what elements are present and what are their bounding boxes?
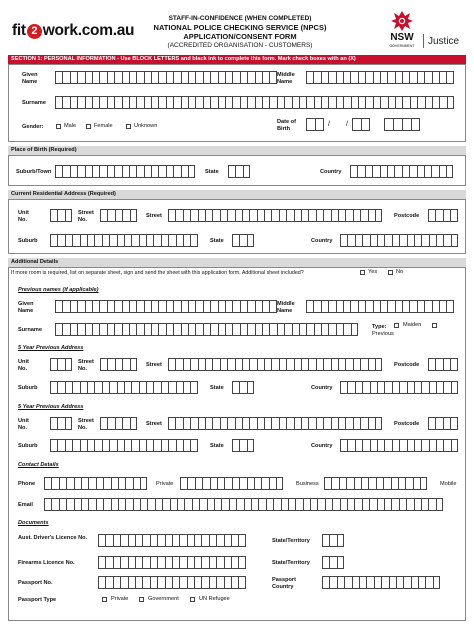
dob-separator-2: / — [346, 121, 348, 128]
prev-surname-boxes[interactable] — [55, 323, 358, 336]
gender-unknown-label: Unknown — [134, 123, 158, 129]
suburb-boxes[interactable] — [50, 234, 198, 247]
dob-separator-1: / — [328, 121, 330, 128]
drivers-licence-boxes[interactable] — [98, 534, 246, 547]
previous-names-heading: Previous names (if applicable) — [18, 287, 99, 293]
waratah-icon — [390, 10, 414, 32]
dob-day-boxes[interactable] — [306, 118, 324, 131]
passport-no-label: Passport No. — [18, 580, 53, 586]
prev-middle-name-boxes[interactable] — [306, 300, 454, 313]
unit-no-label: Unit No. — [18, 210, 29, 223]
confidentiality-line: STAFF-IN-CONFIDENCE (WHEN COMPLETED) — [168, 15, 312, 22]
contact-details-heading: Contact Details — [18, 462, 59, 468]
state-boxes[interactable] — [232, 234, 254, 247]
birth-suburb-label: Suburb/Town — [16, 169, 52, 175]
prev1-street-no-label: Street No. — [78, 359, 94, 372]
name-type-previous-checkbox[interactable] — [432, 323, 437, 328]
npcs-title: NATIONAL POLICE CHECKING SERVICE (NPCS) — [153, 23, 327, 32]
prev-given-name-label: Given Name — [18, 301, 34, 314]
prev1-suburb-boxes[interactable] — [50, 381, 198, 394]
street-no-boxes[interactable] — [100, 209, 137, 222]
form-title — [150, 14, 330, 50]
prev1-state-label: State — [210, 385, 224, 391]
street-no-label: Street No. — [78, 210, 94, 223]
prev2-street-no-boxes[interactable] — [100, 417, 137, 430]
prev-middle-name-label: Middle Name — [277, 301, 295, 314]
passport-type-government-checkbox[interactable] — [139, 597, 144, 602]
given-name-label: Given Name — [22, 72, 38, 85]
postcode-label: Postcode — [394, 213, 420, 219]
suburb-label: Suburb — [18, 238, 38, 244]
prev-given-name-boxes[interactable] — [55, 300, 277, 313]
passport-type-un-checkbox[interactable] — [190, 597, 195, 602]
prev1-street-no-boxes[interactable] — [100, 358, 137, 371]
passport-type-label: Passport Type — [18, 597, 57, 603]
passport-type-private-label: Private — [111, 596, 129, 602]
name-type-maiden-checkbox[interactable] — [394, 323, 399, 328]
dob-year-boxes[interactable] — [384, 118, 420, 131]
logo-prefix: fit — [12, 22, 26, 39]
name-type-previous-label: Previous — [372, 331, 394, 337]
phone-mobile-boxes[interactable] — [324, 477, 427, 490]
form-header — [0, 0, 474, 54]
prev1-unit-no-boxes[interactable] — [50, 358, 72, 371]
firearms-licence-label: Firearms Licence No. — [18, 560, 75, 566]
passport-no-boxes[interactable] — [98, 576, 246, 589]
birth-country-boxes[interactable] — [350, 165, 453, 178]
passport-type-private-checkbox[interactable] — [102, 597, 107, 602]
street-label: Street — [146, 213, 162, 219]
email-label: Email — [18, 502, 33, 508]
dob-month-boxes[interactable] — [352, 118, 370, 131]
birth-state-boxes[interactable] — [228, 165, 250, 178]
gender-male-label: Male — [64, 123, 77, 129]
additional-details-header: Additional Details — [8, 258, 466, 267]
prev1-country-label: Country — [311, 385, 333, 391]
phone-business-label: Business — [296, 481, 319, 487]
prev2-state-label: State — [210, 443, 224, 449]
surname-label: Surname — [22, 100, 46, 106]
prev1-postcode-boxes[interactable] — [428, 358, 458, 371]
prev2-street-boxes[interactable] — [168, 417, 382, 430]
logo-divider — [423, 34, 424, 48]
prev2-country-label: Country — [311, 443, 333, 449]
prev1-unit-no-label: Unit No. — [18, 359, 29, 372]
passport-country-boxes[interactable] — [322, 576, 440, 589]
prev2-country-boxes[interactable] — [340, 439, 458, 452]
phone-mobile-label: Mobile — [440, 481, 457, 487]
gender-female-label: Female — [94, 123, 113, 129]
firearms-state-boxes[interactable] — [322, 556, 344, 569]
gender-female-checkbox[interactable] — [86, 124, 91, 129]
licence-state-label: State/Territory — [272, 538, 310, 544]
phone-private-label: Private — [156, 481, 174, 487]
given-name-boxes[interactable] — [55, 71, 277, 84]
surname-boxes[interactable] — [55, 96, 454, 109]
drivers-licence-label: Aust. Driver's Licence No. — [18, 535, 88, 541]
nsw-wordmark: NSW — [390, 32, 414, 43]
passport-type-un-label: UN Refugee — [199, 596, 230, 602]
consent-title: APPLICATION/CONSENT FORM — [183, 32, 297, 41]
prev2-suburb-label: Suburb — [18, 443, 38, 449]
phone-business-boxes[interactable] — [180, 477, 283, 490]
prev1-postcode-label: Postcode — [394, 362, 420, 368]
prev2-suburb-boxes[interactable] — [50, 439, 198, 452]
previous-address-2-heading: 5 Year Previous Address — [18, 404, 84, 410]
documents-heading: Documents — [18, 520, 49, 526]
name-type-maiden-label: Maiden — [403, 322, 422, 328]
email-boxes[interactable] — [44, 498, 443, 511]
prev2-unit-no-label: Unit No. — [18, 418, 29, 431]
place-of-birth-header: Place of Birth (Required) — [8, 146, 466, 155]
country-label: Country — [311, 238, 333, 244]
passport-type-government-label: Government — [148, 596, 179, 602]
prev2-postcode-boxes[interactable] — [428, 417, 458, 430]
prev2-unit-no-boxes[interactable] — [50, 417, 72, 430]
street-boxes[interactable] — [168, 209, 382, 222]
prev1-street-label: Street — [146, 362, 162, 368]
postcode-boxes[interactable] — [428, 209, 458, 222]
section-1-header: SECTION 1: PERSONAL INFORMATION - Use BLOCK LETTERS and black ink to complete this form. Mark check boxes with an (X) — [8, 55, 466, 64]
state-label: State — [210, 238, 224, 244]
government-wordmark: GOVERNMENT — [389, 44, 415, 48]
firearms-licence-boxes[interactable] — [98, 556, 246, 569]
middle-name-label: Middle Name — [277, 72, 295, 85]
additional-sheet-no-label: No — [396, 269, 404, 275]
nsw-government-logo — [384, 10, 420, 52]
prev2-state-boxes[interactable] — [232, 439, 254, 452]
firearms-state-label: State/Territory — [272, 560, 310, 566]
name-type-label: Type: — [372, 324, 387, 330]
gender-unknown-checkbox[interactable] — [126, 124, 131, 129]
fit2work-logo — [12, 22, 134, 40]
date-of-birth-label: Date of Birth — [277, 119, 296, 132]
logo-two-badge: 2 — [27, 24, 42, 39]
birth-country-label: Country — [320, 169, 342, 175]
birth-state-label: State — [205, 169, 219, 175]
prev1-street-boxes[interactable] — [168, 358, 382, 371]
prev-surname-label: Surname — [18, 327, 42, 333]
additional-sheet-note: If more room is required, list on separate sheet, sign and send the sheet with this application form. Additional sheet included? — [11, 270, 304, 276]
additional-sheet-yes-label: Yes — [368, 269, 378, 275]
licence-state-boxes[interactable] — [322, 534, 344, 547]
prev2-street-no-label: Street No. — [78, 418, 94, 431]
prev2-street-label: Street — [146, 421, 162, 427]
residential-address-header: Current Residential Address (Required) — [8, 190, 466, 199]
logo-suffix: work.com.au — [42, 22, 135, 39]
justice-wordmark: Justice — [428, 36, 460, 47]
prev2-postcode-label: Postcode — [394, 421, 420, 427]
passport-country-label: Passport Country — [272, 577, 296, 590]
phone-label: Phone — [18, 481, 36, 487]
additional-sheet-no-checkbox[interactable] — [388, 270, 393, 275]
middle-name-boxes[interactable] — [306, 71, 454, 84]
gender-label: Gender: — [22, 124, 44, 130]
gender-male-checkbox[interactable] — [56, 124, 61, 129]
organisation-subtitle: (ACCREDITED ORGANISATION - CUSTOMERS) — [167, 42, 313, 49]
prev1-country-boxes[interactable] — [340, 381, 458, 394]
birth-suburb-boxes[interactable] — [55, 165, 195, 178]
unit-no-boxes[interactable] — [50, 209, 72, 222]
prev1-state-boxes[interactable] — [232, 381, 254, 394]
additional-sheet-yes-checkbox[interactable] — [360, 270, 365, 275]
phone-private-boxes[interactable] — [44, 477, 147, 490]
country-boxes[interactable] — [340, 234, 458, 247]
prev1-suburb-label: Suburb — [18, 385, 38, 391]
previous-address-1-heading: 5 Year Previous Address — [18, 345, 84, 351]
